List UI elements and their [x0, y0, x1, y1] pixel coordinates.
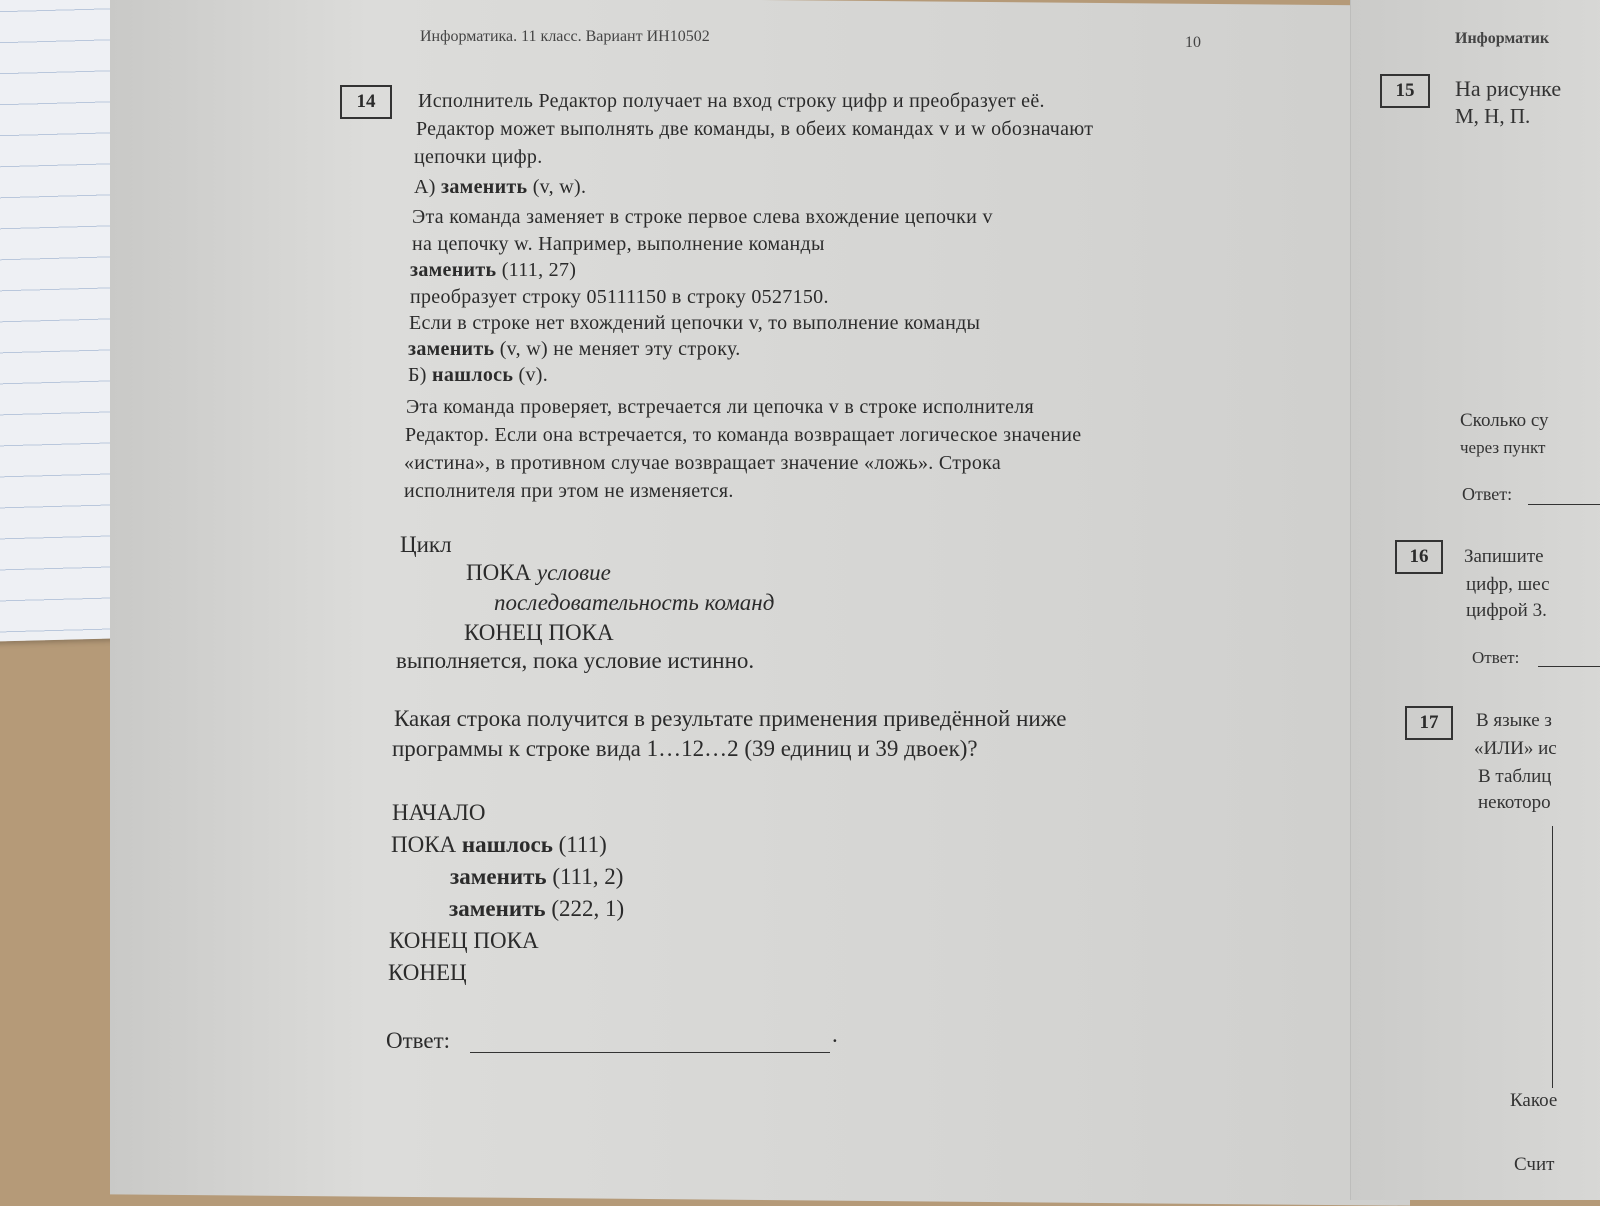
answer16-label: Ответ: [1472, 648, 1520, 667]
program-while-keyword: ПОКА [391, 832, 462, 857]
task-number-15: 15 [1380, 74, 1430, 108]
loop-note: выполняется, пока условие истинно. [396, 648, 755, 673]
command-b-desc-3: «истина», в противном случае возвращает значение «ложь». Строка [404, 452, 1002, 474]
no-match-command-name: заменить [408, 338, 495, 360]
program-while-command: нашлось [461, 832, 553, 857]
program-while-args: (111) [552, 832, 607, 857]
loop-body: последовательность команд [494, 590, 775, 615]
task14-line-1: Исполнитель Редактор получает на вход строку цифр и преобразует её. [418, 90, 1045, 112]
next-page-header: Информатик [1455, 30, 1550, 47]
command-b-desc-4: исполнителя при этом не изменяется. [404, 480, 734, 502]
program-command-1-name: заменить [450, 864, 547, 889]
command-a-desc-2: на цепочку w. Например, выполнение команды [412, 233, 825, 255]
example-command-args: (111, 27) [496, 259, 577, 281]
command-b-desc-1: Эта команда проверяет, встречается ли цепочка v в строке исполнителя [406, 396, 1034, 418]
example-command-name: заменить [410, 259, 497, 281]
task15-line-1: На рисунке [1455, 76, 1562, 101]
bottom-fragment-1: Какое [1510, 1090, 1558, 1111]
task16-line-2: цифр, шес [1466, 574, 1550, 595]
question-line-2: программы к строке вида 1…12…2 (39 единиц и 39 двоек)? [392, 736, 978, 761]
command-a-heading [414, 176, 586, 199]
program-command-2 [449, 896, 624, 922]
task-number-16: 16 [1395, 540, 1443, 574]
task-number-14: 14 [340, 85, 392, 119]
no-match-line-1: Если в строке нет вхождений цепочки v, то выполнение команды [409, 312, 981, 334]
program-command-1-args: (111, 2) [546, 864, 624, 889]
command-a-name: заменить [441, 176, 528, 198]
task14-line-2: Редактор может выполнять две команды, в обеих командах v и w обозначают [416, 118, 1094, 140]
command-b-heading [408, 364, 548, 387]
task17-line-3: В таблиц [1478, 766, 1552, 787]
command-a-prefix: А) [414, 176, 442, 198]
command-b-desc-2: Редактор. Если она встречается, то команда возвращает логическое значение [405, 424, 1082, 446]
loop-end: КОНЕЦ ПОКА [464, 620, 614, 645]
task16-line-1: Запишите [1464, 546, 1544, 567]
loop-while-keyword: ПОКА [466, 560, 532, 585]
question-line-1: Какая строка получится в результате применения приведённой ниже [394, 706, 1067, 731]
page-header: Информатика. 11 класс. Вариант ИН10502 [420, 28, 710, 45]
task17-line-1: В языке з [1476, 710, 1552, 731]
page-number: 10 [1185, 34, 1201, 51]
answer15-line[interactable] [1528, 504, 1600, 505]
loop-while-line [466, 560, 611, 586]
question15-line-2: через пункт [1460, 438, 1546, 457]
answer-dot: . [832, 1022, 838, 1047]
bottom-fragment-2: Счит [1514, 1154, 1555, 1175]
command-b-args: (v). [513, 364, 549, 386]
loop-condition: условие [536, 560, 611, 585]
task-number-17: 17 [1405, 706, 1453, 740]
task17-table-edge [1552, 826, 1553, 1088]
program-command-2-args: (222, 1) [545, 896, 625, 921]
task14-line-3: цепочки цифр. [414, 146, 543, 168]
program-end: КОНЕЦ [388, 960, 467, 985]
answer-label: Ответ: [386, 1028, 451, 1053]
task15-line-2: М, Н, П. [1455, 104, 1531, 128]
program-begin: НАЧАЛО [392, 800, 486, 825]
no-match-line-2 [408, 338, 741, 361]
command-a-args: (v, w). [527, 176, 587, 198]
task17-line-4: некоторо [1478, 792, 1551, 813]
program-end-while: КОНЕЦ ПОКА [389, 928, 539, 953]
command-b-name: нашлось [432, 364, 514, 386]
command-a-desc-1: Эта команда заменяет в строке первое слева вхождение цепочки v [412, 206, 993, 228]
question15-line-1: Сколько су [1460, 410, 1549, 431]
task16-line-3: цифрой 3. [1466, 600, 1547, 621]
loop-title: Цикл [400, 532, 452, 557]
command-b-prefix: Б) [408, 364, 433, 386]
program-while [391, 832, 607, 858]
answer16-line[interactable] [1538, 666, 1600, 667]
answer15-label: Ответ: [1462, 484, 1513, 504]
program-command-1 [450, 864, 623, 890]
program-command-2-name: заменить [449, 896, 546, 921]
answer-field-line[interactable] [470, 1052, 830, 1053]
example-command [410, 259, 576, 282]
task17-line-2: «ИЛИ» ис [1474, 738, 1557, 759]
no-match-rest: (v, w) не меняет эту строку. [494, 338, 741, 360]
example-result: преобразует строку 05111150 в строку 0527150. [410, 286, 829, 308]
